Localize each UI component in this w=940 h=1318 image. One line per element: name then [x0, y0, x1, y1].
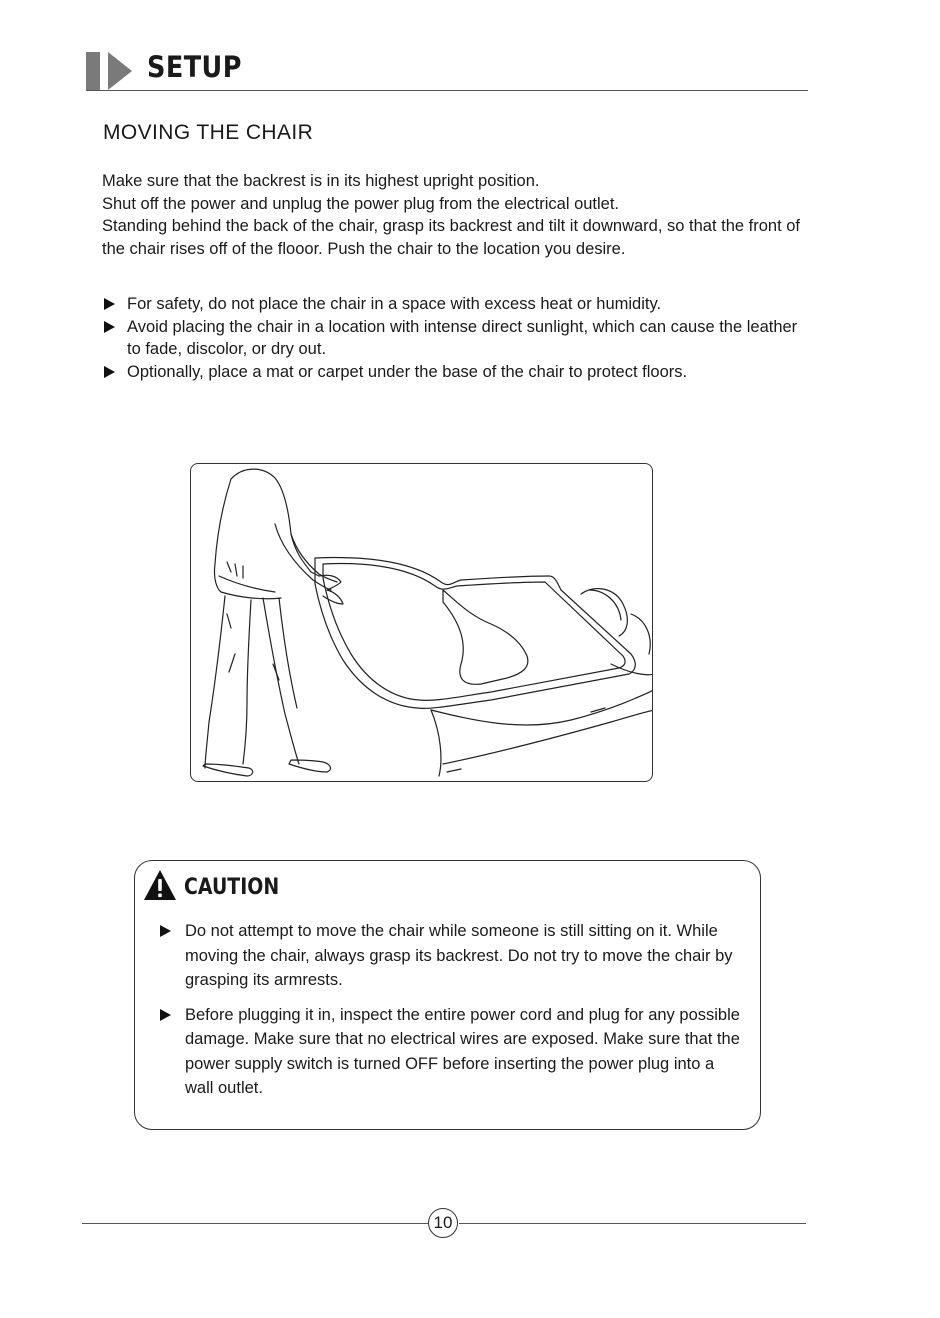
bullet-triangle-icon	[104, 321, 115, 333]
caution-bullet-text: Do not attempt to move the chair while someone is still sitting on it. While moving the chair, always grasp its backrest. Do not try to move the chair by grasping its armrests.	[185, 922, 733, 989]
instruction-line: Make sure that the backrest is in its highest upright position.	[102, 172, 540, 190]
caution-bullet-list	[160, 919, 740, 1111]
instruction-line: Shut off the power and unplug the power plug from the electrical outlet.	[102, 194, 620, 213]
header-rule	[86, 90, 808, 91]
header-arrow-icon	[108, 52, 132, 90]
caution-bullet-item	[160, 1003, 740, 1101]
instructions-paragraph	[102, 170, 812, 260]
bullet-text: Avoid placing the chair in a location with intense direct sunlight, which can cause the leather to fade, discolor, or dry out.	[127, 317, 798, 358]
person-tilting-chair-drawing	[191, 464, 653, 782]
safety-bullet-list	[104, 293, 804, 383]
caution-title: CAUTION	[184, 875, 280, 900]
bullet-item	[104, 361, 804, 384]
page-number: 10	[428, 1208, 458, 1238]
section-title: MOVING THE CHAIR	[103, 121, 314, 144]
bullet-item	[104, 293, 804, 316]
bullet-triangle-icon	[160, 1009, 171, 1021]
bullet-triangle-icon	[160, 925, 171, 937]
footer-rule	[82, 1223, 430, 1224]
bullet-triangle-icon	[104, 366, 115, 378]
bullet-text: Optionally, place a mat or carpet under the base of the chair to protect floors.	[127, 362, 688, 381]
caution-bullet-text: Before plugging it in, inspect the entire power cord and plug for any possible damage. Make sure that no electrical wires are exposed. Make sure that the power supply switch is turned OFF before inserting the power plug into a wall outlet.	[185, 1005, 740, 1097]
header-bar-mark	[86, 52, 100, 90]
caution-bullet-item	[160, 919, 740, 993]
bullet-item	[104, 316, 804, 361]
warning-icon	[142, 868, 178, 902]
footer-rule	[459, 1223, 806, 1224]
page-title: SETUP	[147, 50, 242, 84]
bullet-triangle-icon	[104, 298, 115, 310]
bullet-text: For safety, do not place the chair in a space with excess heat or humidity.	[127, 295, 662, 313]
moving-chair-illustration	[190, 463, 653, 782]
instruction-line: Standing behind the back of the chair, grasp its backrest and tilt it downward, so that the front of the chair rises off of the flooor. Push the chair to the location you desire.	[102, 217, 800, 258]
